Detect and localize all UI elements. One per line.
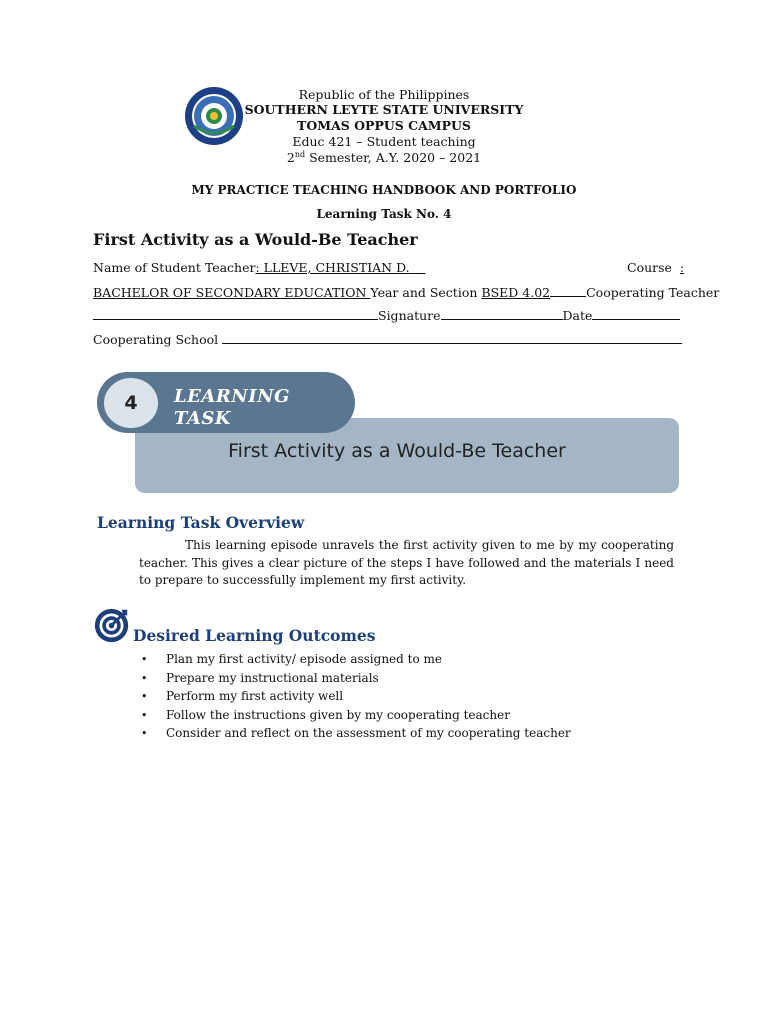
course-section-line (93, 284, 719, 300)
cooperating-school-blank (222, 331, 682, 344)
target-icon (93, 607, 130, 644)
overview-heading: Learning Task Overview (97, 513, 305, 532)
outcomes-heading: Desired Learning Outcomes (133, 626, 376, 645)
university-name: SOUTHERN LEYTE STATE UNIVERSITY (244, 102, 524, 117)
learning-task-label: LEARNING TASK (174, 386, 290, 429)
task-number: Learning Task No. 4 (316, 207, 452, 221)
task-title-card-text: First Activity as a Would-Be Teacher (228, 440, 566, 462)
list-item: • Consider and reflect on the assessment of my cooperating teacher (141, 726, 571, 741)
course-label: Course (627, 260, 672, 275)
task-number-badge: 4 (104, 378, 158, 428)
signature-label: Signature (378, 308, 441, 323)
student-name-field (93, 260, 426, 275)
year-section-value: BSED 4.02 (481, 285, 551, 300)
date-blank (592, 307, 680, 320)
year-section-label: Year and Section (370, 285, 478, 300)
list-item: • Plan my first activity/ episode assigned to me (141, 652, 442, 666)
list-item: • Perform my first activity well (141, 689, 344, 704)
cooperating-school-line (93, 331, 682, 347)
cooperating-teacher-label: Cooperating Teacher (586, 285, 720, 300)
list-item: • Follow the instructions given by my cooperating teacher (141, 707, 510, 722)
list-item: • Prepare my instructional materials (141, 670, 379, 685)
page-title: First Activity as a Would-Be Teacher (93, 230, 418, 249)
cooperating-school-label: Cooperating School (93, 332, 219, 347)
course-field: Course : (627, 260, 685, 275)
semester-line: 2nd Semester, A.Y. 2020 – 2021 (286, 149, 482, 165)
outcomes-list (141, 650, 571, 743)
handbook-title: MY PRACTICE TEACHING HANDBOOK AND PORTFOLIO (191, 183, 577, 197)
course-value: BACHELOR OF SECONDARY EDUCATION (93, 285, 367, 300)
date-label: Date (562, 308, 593, 323)
campus-name: TOMAS OPPUS CAMPUS (297, 118, 471, 133)
overview-paragraph: This learning episode unravels the first activity given to me by my cooperating teacher. This gives a clear picture of the steps I have followed and the materials I need to prepare to successfully implement my first activity. (139, 538, 674, 587)
republic-line: Republic of the Philippines (298, 87, 470, 102)
name-value: : LLEVE, CHRISTIAN D. (255, 260, 410, 275)
signature-blank (441, 307, 563, 320)
signature-date-line (93, 307, 680, 323)
name-label: Name of Student Teacher (93, 260, 256, 275)
cooperating-teacher-blank (93, 307, 378, 320)
course-code: Educ 421 – Student teaching (292, 134, 476, 149)
